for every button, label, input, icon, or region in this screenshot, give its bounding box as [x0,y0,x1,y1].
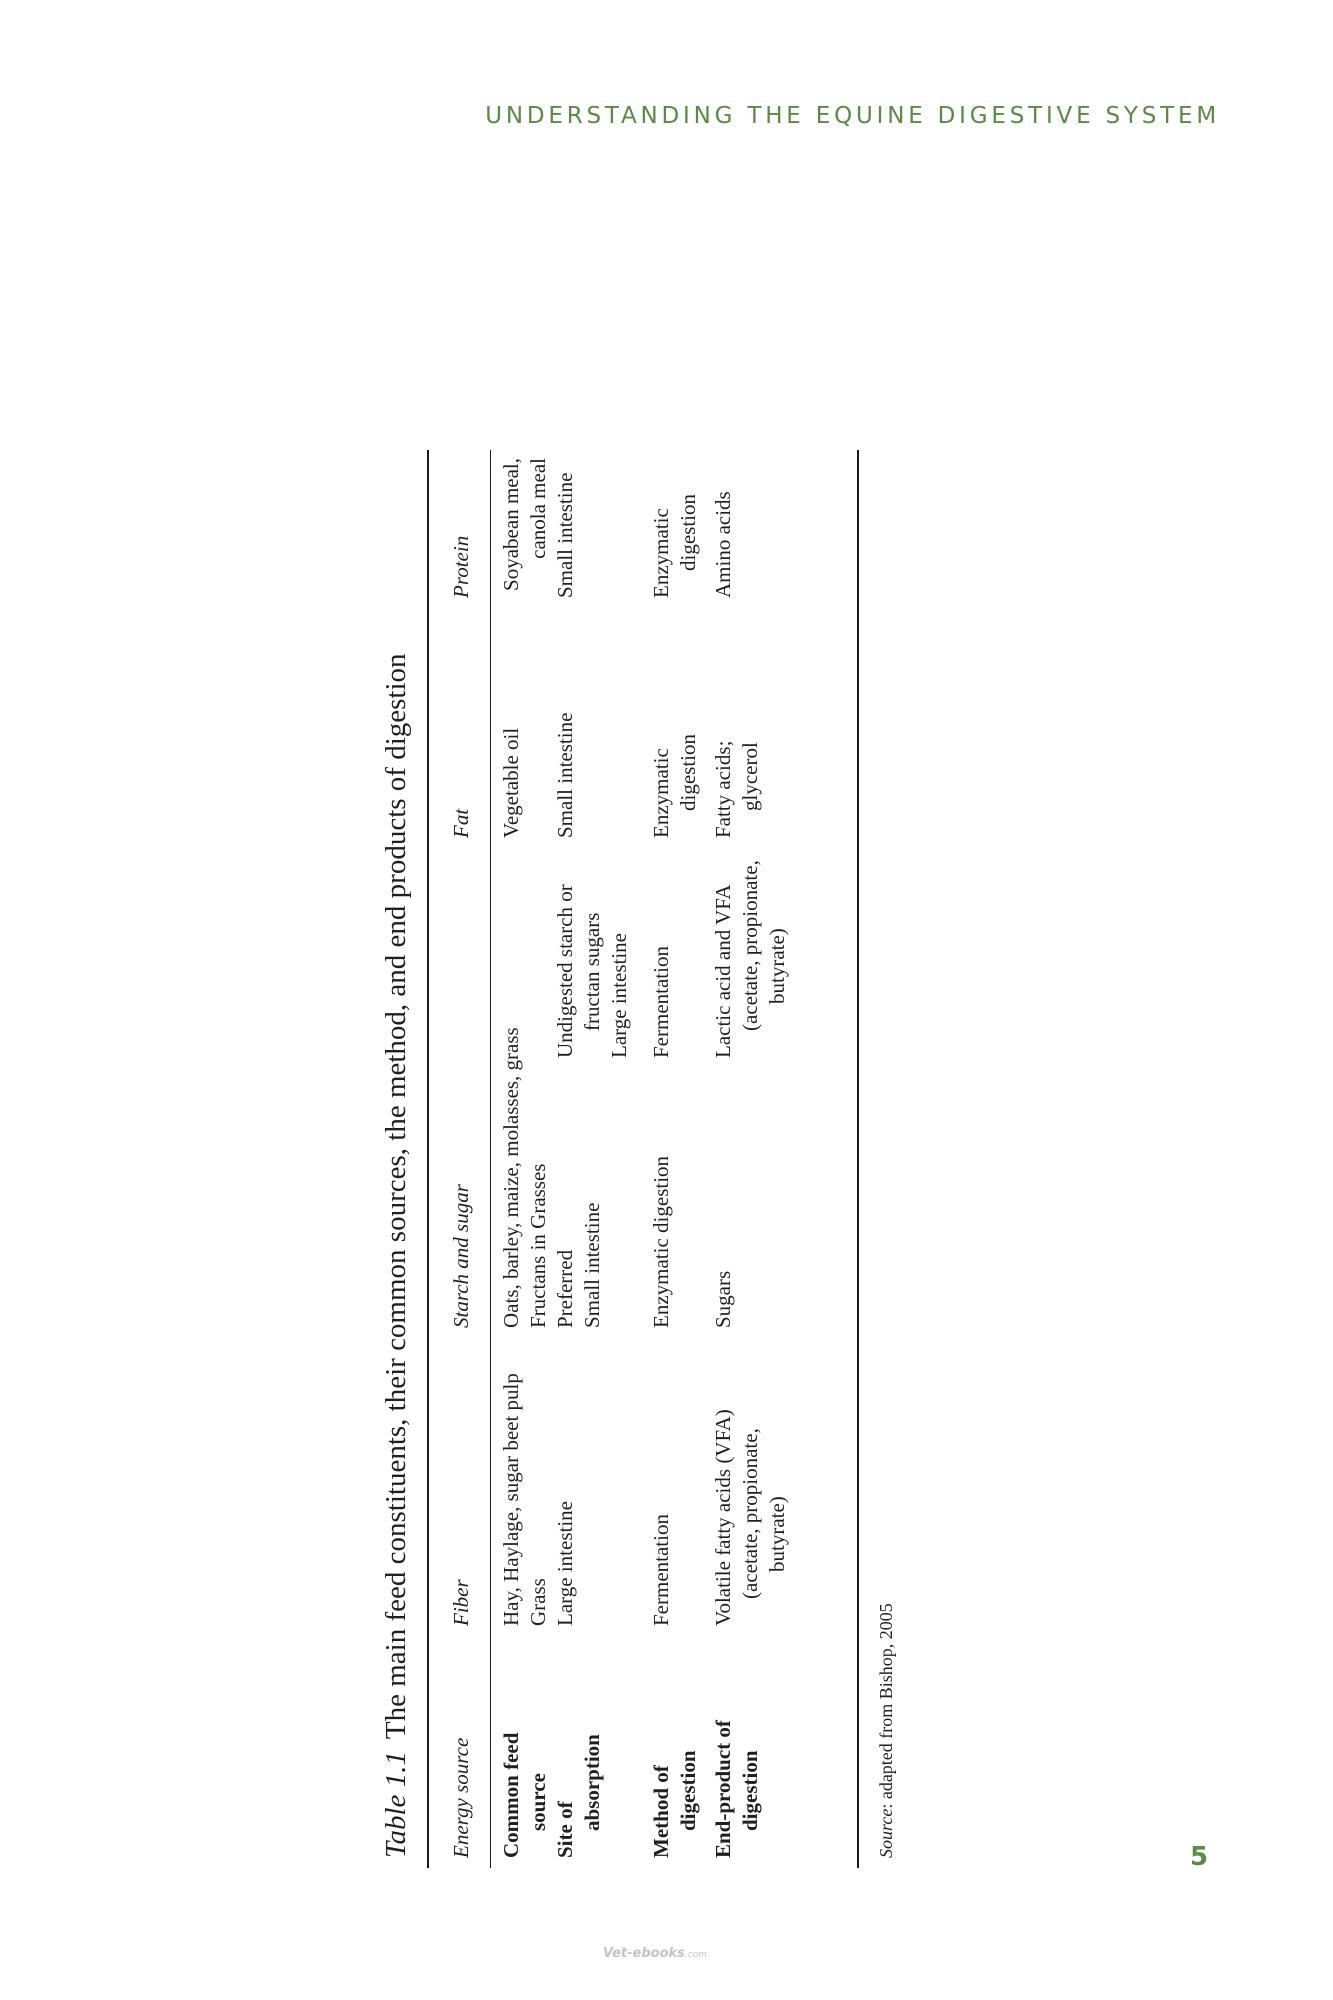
watermark-logo: Vet-ebooks.com [603,1946,708,1961]
page-number: 5 [1190,1842,1209,1872]
running-head: UNDERSTANDING THE EQUINE DIGESTIVE SYSTEM [485,103,1220,129]
rotated-table-page [380,450,912,1868]
cell-starch-source: Oats, barley, maize, molasses, grass Fructans in Grasses [499,1027,550,1328]
row-header-common-feed-source: Common feed source [499,1732,550,1858]
cell-fiber-source: Hay, Haylage, sugar beet pulp Grass [499,1373,550,1626]
row-header-end-product: End-product of digestion [711,1720,762,1858]
cell-protein-end-product: Amino acids [711,491,735,598]
cell-starch-end-product-lactic: Lactic acid and VFA (acetate, propionate, butyrate) [711,860,789,1058]
cell-fiber-method: Fermentation [649,1514,673,1626]
cell-starch-site-preferred: Preferred Small intestine [553,1202,604,1328]
header-energy-source: Energy source [449,1737,473,1858]
cell-starch-method-fermentation: Fermentation [649,946,673,1058]
cell-protein-source: Soyabean meal, canola meal [499,458,550,591]
cell-protein-site: Small intestine [553,472,577,598]
cell-starch-end-product-sugars: Sugars [711,1270,735,1328]
cell-fat-source: Vegetable oil [499,727,523,838]
row-header-method-of-digestion: Method of digestion [649,1750,700,1858]
cell-protein-method: Enzymatic digestion [649,494,700,598]
header-protein: Protein [449,535,473,598]
cell-fiber-site: Large intestine [553,1501,577,1626]
header-fiber: Fiber [449,1579,473,1626]
table-top-rule [427,450,429,1868]
table-label: Table 1.1 [380,1751,412,1858]
cell-fat-site: Small intestine [553,712,577,838]
cell-fat-method: Enzymatic digestion [649,734,700,838]
row-header-site-of-absorption: Site of absorption [553,1734,604,1858]
cell-fiber-end-product: Volatile fatty acids (VFA) (acetate, propionate, butyrate) [711,1409,789,1626]
table-source-note: Source: adapted from Bishop, 2005 [876,1603,896,1858]
header-starch-sugar: Starch and sugar [449,1184,473,1328]
cell-fat-end-product: Fatty acids; glycerol [711,740,762,838]
table-bottom-rule [857,450,859,1868]
table-caption [380,458,413,1858]
cell-starch-method-enzymatic: Enzymatic digestion [649,1155,673,1328]
table-header-rule [490,450,491,1868]
header-fat: Fat [449,808,473,838]
cell-starch-site-undigested: Undigested starch or fructan sugars Large intestine [553,884,631,1058]
table-title: The main feed constituents, their common sources, the method, and end products of digestion [380,653,412,1740]
